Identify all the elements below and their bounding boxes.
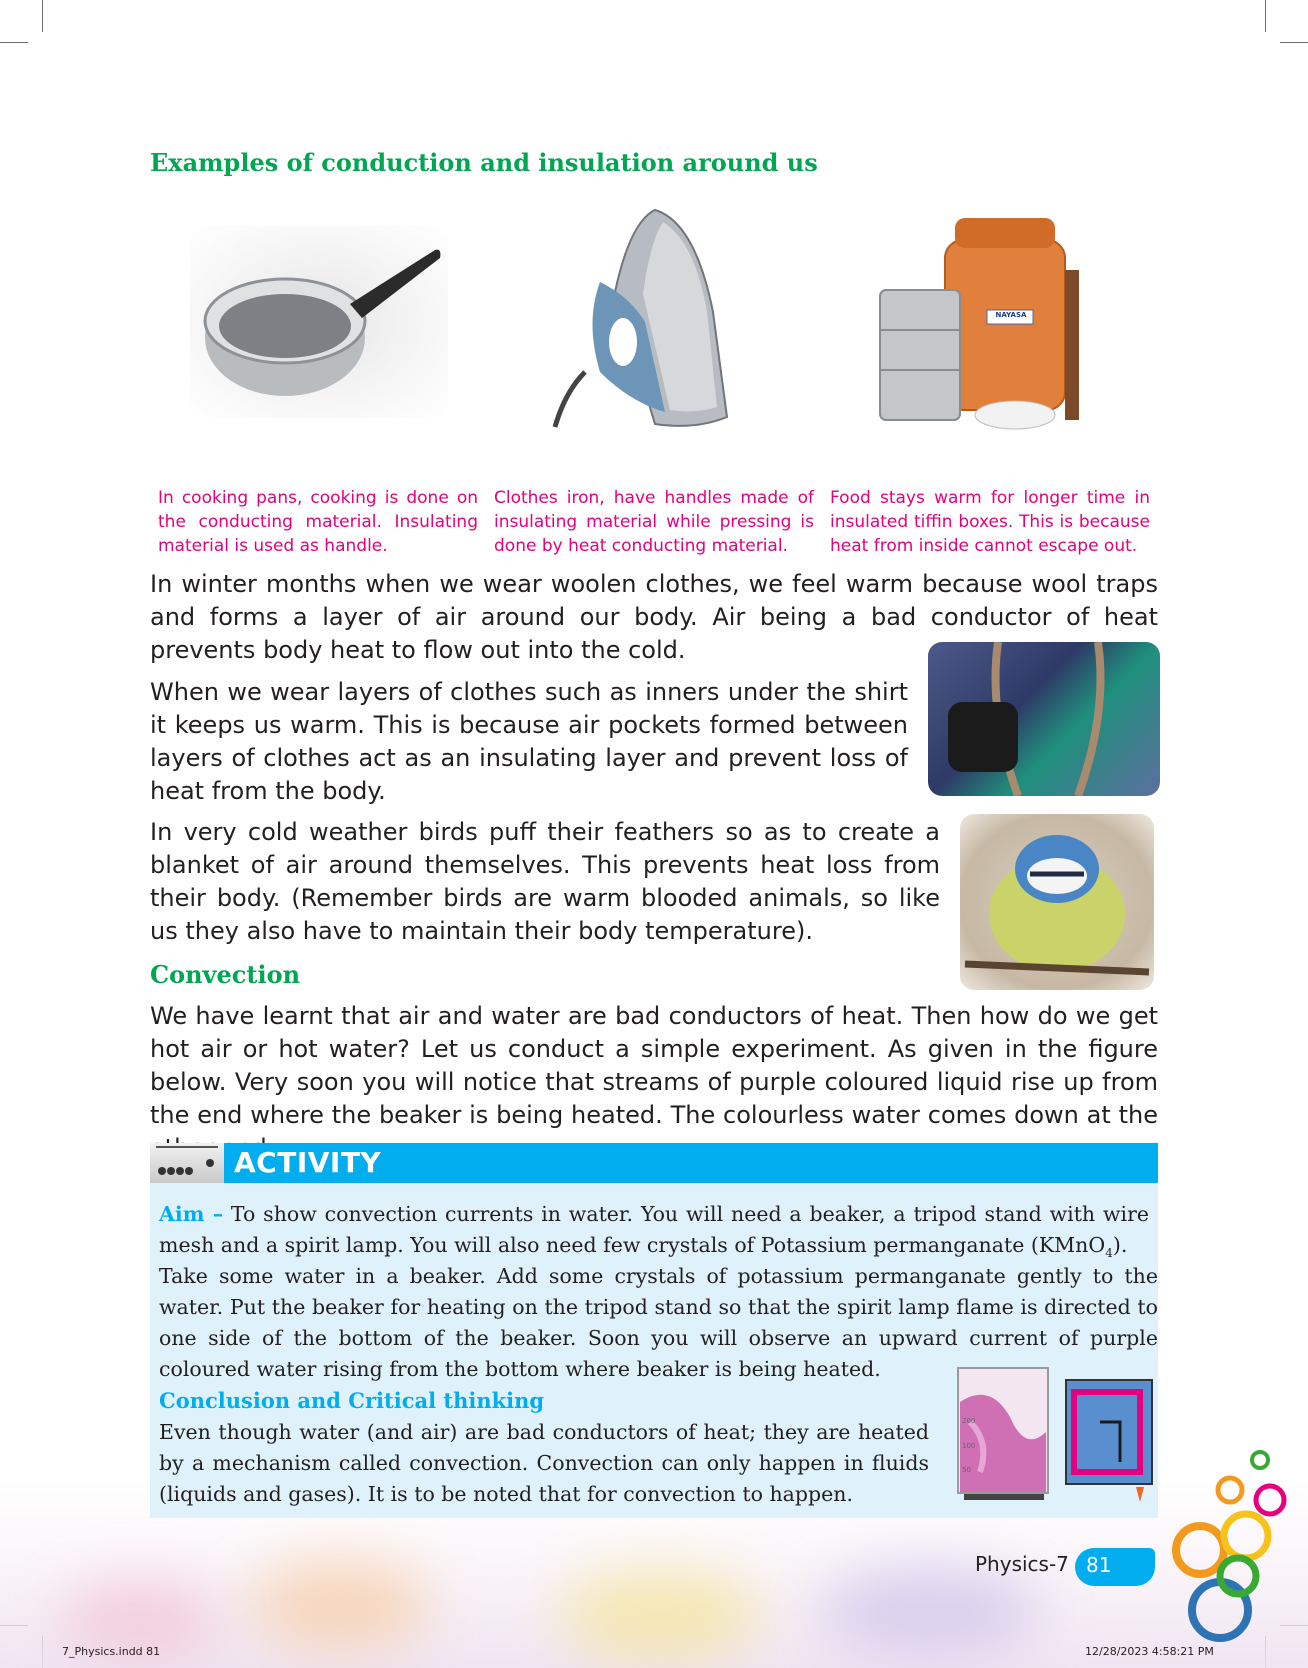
cooking-pan-icon (190, 226, 448, 418)
paragraph-convection-intro: We have learnt that air and water are bad conductors of heat. Then how do we get hot air or hot water? Let us conduct a simple experiment. As given in the figure below. Very soon you will notice that streams of purple coloured liquid rise up from the end where the beaker is being heated. The colourless water comes down at the (150, 1002, 1158, 1129)
aim-end: ). (1112, 1233, 1128, 1257)
scarf-rope-icon (928, 642, 1160, 796)
conclusion-heading: Conclusion and Critical thinking (159, 1388, 545, 1413)
caption-cooking-pan: In cooking pans, cooking is done on the conducting material. Insulating material is used as handle. (158, 488, 478, 556)
caption-tiffin-box: Food stays warm for longer time in insulated tiffin boxes. This is because heat from inside cannot escape out. (830, 488, 1150, 556)
caption-clothes-iron: Clothes iron, have handles made of insulating material while pressing is done by heat conducting material. (494, 488, 814, 556)
decor-blob (250, 1560, 430, 1650)
convection-beaker-figure (950, 1362, 1158, 1512)
beaker-mark: 50 (962, 1466, 971, 1474)
clothes-iron-photo (545, 202, 765, 442)
activity-procedure: Take some water in a beaker. Add some crystals of potassium permanganate gently to the water. Put the beaker for heating on the tripod stand so that the spirit lamp flame is directed to one side of the bottom of the beaker. Soon you will observe an upward current of purple coloured water rising from the bottom where beaker is being heated. (159, 1264, 1158, 1381)
convection-heading: Convection (150, 960, 301, 989)
aim-subscript: 4 (1105, 1246, 1113, 1261)
paragraph-wool: In winter months when we wear woolen clothes, we feel warm because wool traps and forms a layer of air around our body. Air being a bad conductor of heat prevents body heat to flow out into the cold. (150, 570, 1158, 664)
section-heading: Examples of conduction and insulation around us (150, 148, 818, 177)
beaker-icon (950, 1362, 1158, 1512)
decor-blob (560, 1570, 760, 1660)
bird-icon (960, 814, 1154, 990)
tiffin-box-photo (875, 210, 1105, 438)
aim-text: To show convection currents in water. You will need a beaker, a tripod stand with wire mesh and a spirit lamp. You will also need few crystals of Potassium permanganate (KMnO (159, 1202, 1149, 1257)
newtons-cradle-icon (150, 1143, 224, 1183)
book-label: Physics-7 (975, 1552, 1069, 1576)
crop-mark (42, 0, 43, 32)
conclusion-text: Even though water (and air) are bad conductors of heat; they are heated by a mechanism called convection. Convection can only happen in fluids (liquids and gases). It is to be noted that for convection to happen. (159, 1420, 929, 1506)
activity-aim (159, 1199, 1149, 1269)
activity-title: ACTIVITY (234, 1146, 382, 1179)
decorative-rings (1160, 1440, 1295, 1645)
beaker-mark: 100 (962, 1442, 976, 1450)
clothes-iron-icon (545, 202, 765, 442)
rings-icon (1160, 1440, 1295, 1645)
crop-mark (0, 42, 28, 43)
cooking-pan-photo (190, 226, 448, 418)
file-slug: 7_Physics.indd 81 (62, 1645, 161, 1658)
aim-label: Aim – (159, 1202, 224, 1226)
tiffin-box-icon (875, 210, 1105, 438)
tiffin-brand-label: NAYASA (995, 311, 1027, 319)
print-timestamp: 12/28/2023 4:58:21 PM (1085, 1645, 1214, 1658)
crop-mark (1280, 42, 1308, 43)
paragraph-layers: When we wear layers of clothes such as inners under the shirt it keeps us warm. This is because air pockets formed between layers of clothes act as an insulating layer and prevent loss of heat from the body. (150, 678, 908, 805)
beaker-mark: 200 (962, 1417, 976, 1425)
crop-mark (1265, 0, 1266, 32)
layered-clothes-photo (928, 642, 1160, 796)
puffed-bird-photo (960, 814, 1154, 990)
paragraph-birds: In very cold weather birds puff their feathers so as to create a blanket of air around themselves. This prevents heat loss from their body. (Remember birds are warm blooded animals, so like us they also have to maintain their body temperature). (150, 818, 940, 945)
decor-blob (820, 1565, 1040, 1655)
page-number: 81 (1086, 1553, 1112, 1577)
